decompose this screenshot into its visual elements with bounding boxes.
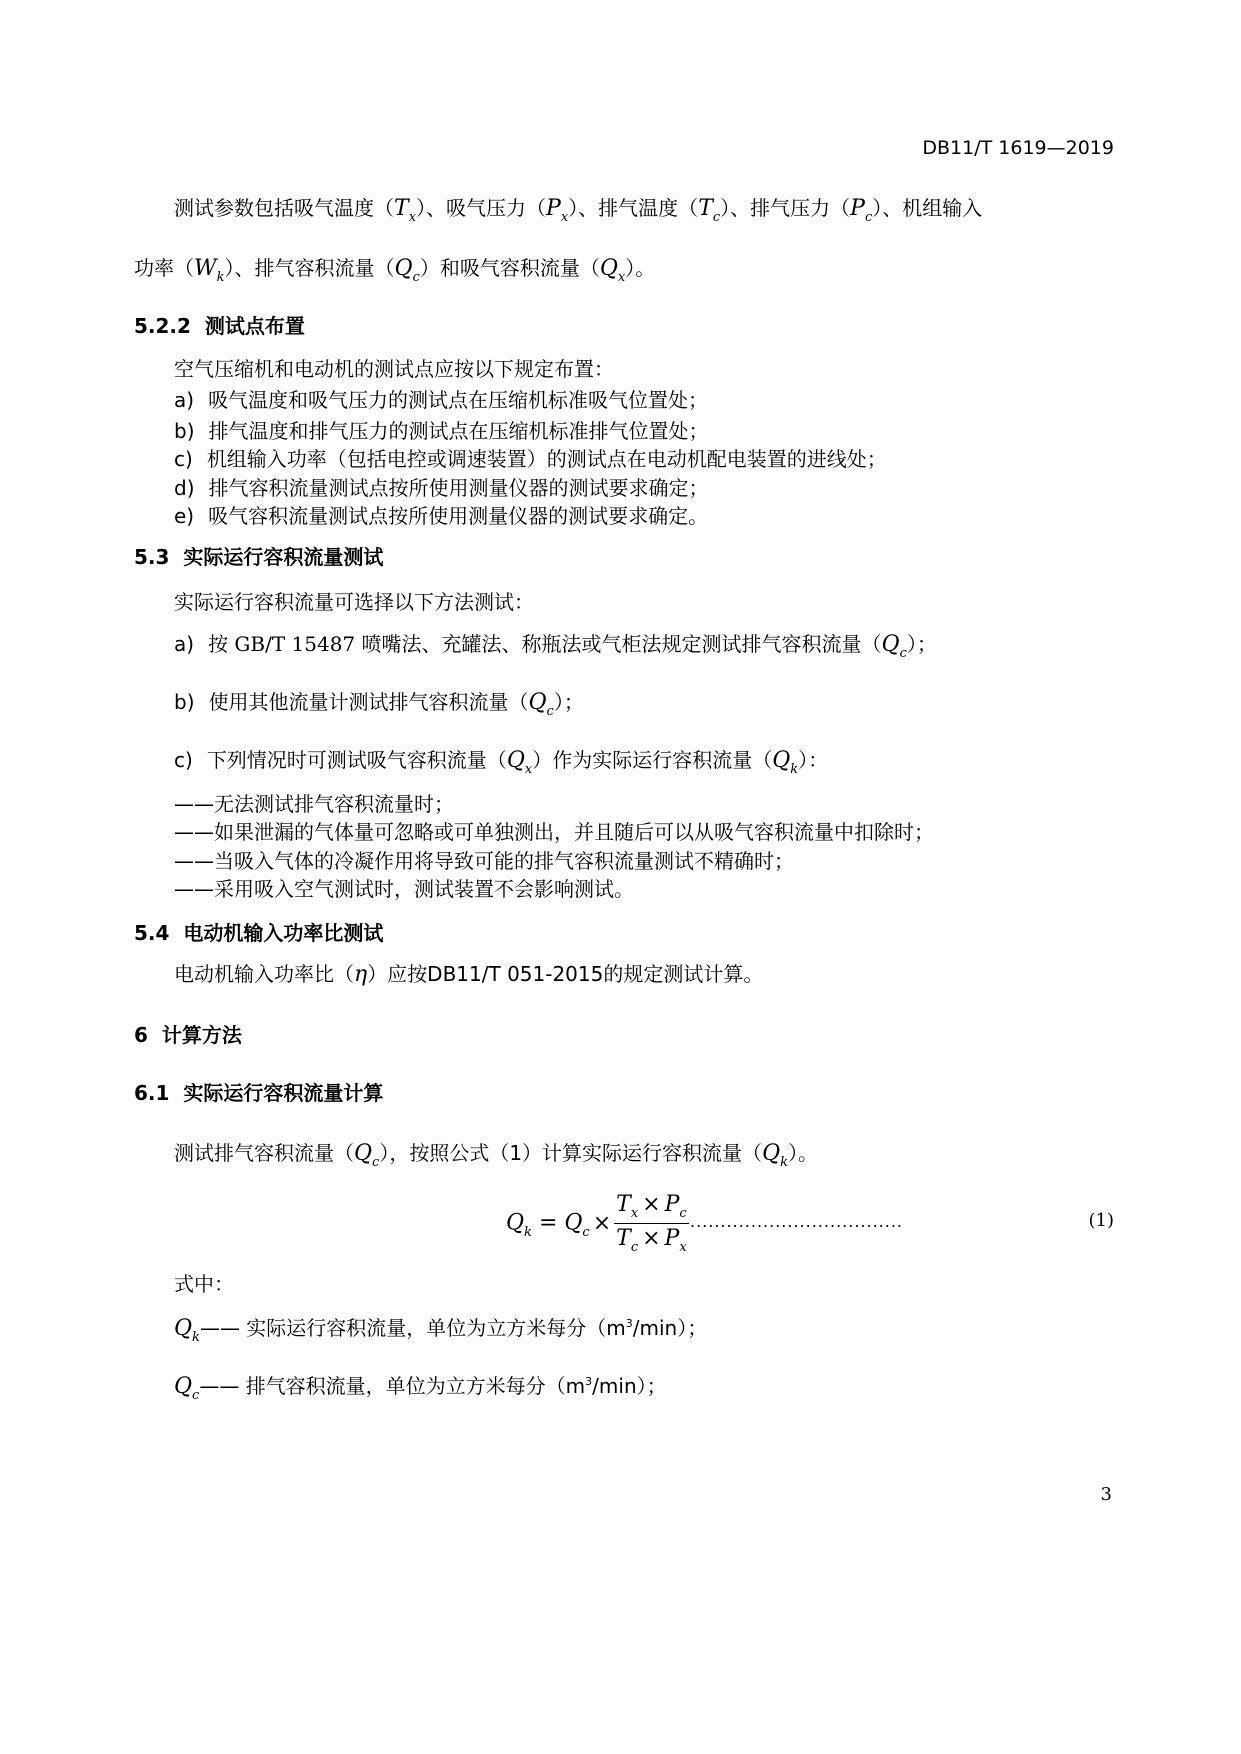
paragraph-text: ）。 (788, 1141, 818, 1165)
definition-dash: —— (199, 1374, 240, 1398)
paragraph-text: ）应按DB11/T 051-2015的规定测试计算。 (367, 962, 764, 986)
definition-Qk (174, 1316, 707, 1344)
list-marker: b) (174, 690, 195, 714)
symbol-Q: Q (564, 1210, 583, 1236)
formula-number: (1) (1088, 1210, 1114, 1231)
section-title: 电动机输入功率比测试 (183, 921, 384, 945)
subscript-x: x (679, 1240, 687, 1255)
definition-unit: /min）； (632, 1316, 708, 1340)
subscript-x: x (524, 762, 533, 777)
section-6-1-text (174, 1141, 818, 1169)
definition-dash: —— (199, 1316, 240, 1340)
list-item-a (174, 388, 708, 412)
intro-text: 功率（ (134, 256, 194, 280)
symbol-T: T (698, 196, 713, 221)
list-marker: e) (174, 504, 195, 528)
dash-item-1: ——无法测试排气容积流量时； (174, 792, 454, 816)
intro-text: ）、排气压力（ (720, 196, 851, 220)
paragraph-text: 测试排气容积流量（ (174, 1141, 354, 1165)
symbol-Q: Q (354, 1141, 373, 1166)
subscript-c: c (372, 1155, 380, 1170)
intro-text: 测试参数包括吸气温度（ (174, 196, 394, 220)
times-sign: × (642, 1192, 661, 1217)
document-code: DB11/T 1619—2019 (922, 137, 1114, 159)
symbol-W: W (194, 256, 217, 281)
dash-item-3: ——当吸入气体的冷凝作用将导致可能的排气容积流量测试不精确时； (174, 849, 794, 873)
fraction-denominator (614, 1224, 689, 1257)
subscript-x: x (617, 270, 626, 285)
section-title: 测试点布置 (204, 314, 305, 338)
section-title: 计算方法 (161, 1023, 242, 1047)
intro-text: ）、排气温度（ (568, 196, 699, 220)
list-text: 机组输入功率（包括电控或调速装置）的测试点在电动机配电装置的进线处； (206, 447, 887, 471)
definition-text: 实际运行容积流量，单位为立方米每分（m (246, 1316, 626, 1340)
dash-item-4: ——采用吸入空气测试时，测试装置不会影响测试。 (174, 877, 634, 901)
symbol-Q: Q (772, 748, 791, 773)
list-text: 排气温度和排气压力的测试点在压缩机标准排气位置处； (208, 419, 709, 443)
symbol-P: P (664, 1192, 680, 1217)
subscript-k: k (216, 270, 225, 285)
method-item-c (174, 748, 828, 776)
section-5-3-heading (134, 545, 383, 569)
subscript-c: c (412, 270, 420, 285)
definition-Qc (174, 1374, 667, 1402)
section-5-4-heading (134, 921, 383, 945)
chapter-6-heading (134, 1023, 242, 1047)
symbol-Q: Q (599, 256, 618, 281)
list-text: 按 (208, 632, 229, 656)
method-item-a (174, 632, 937, 660)
intro-text: ）和吸气容积流量（ (419, 256, 600, 280)
method-item-b (174, 690, 584, 718)
list-item-d (174, 476, 709, 500)
intro-text: ）、排气容积流量（ (224, 256, 395, 280)
subscript-k: k (780, 1155, 788, 1170)
symbol-P: P (850, 196, 865, 221)
symbol-Q: Q (174, 1316, 193, 1341)
list-marker: c) (174, 748, 193, 772)
intro-text: ）。 (625, 256, 656, 280)
list-text: 排气容积流量测试点按所使用测量仪器的测试要求确定； (208, 476, 709, 500)
list-text: ）： (798, 748, 829, 772)
subscript-k: k (790, 762, 799, 777)
subscript-c: c (192, 1388, 200, 1403)
list-marker: a) (174, 632, 195, 656)
section-5-2-2-intro: 空气压缩机和电动机的测试点应按以下规定布置： (174, 357, 614, 381)
subscript-x: x (630, 1206, 639, 1221)
superscript: 3 (585, 1375, 593, 1388)
list-text: 使用其他流量计测试排气容积流量（ (208, 690, 529, 714)
paragraph-text: 电动机输入功率比（ (174, 962, 354, 986)
list-text: 下列情况时可测试吸气容积流量（ (206, 748, 507, 772)
symbol-Q: Q (174, 1374, 193, 1399)
section-5-2-2-heading (134, 314, 305, 338)
section-number: 6 (134, 1023, 148, 1047)
list-item-e (174, 504, 708, 528)
intro-text: ）、机组输入 (872, 196, 983, 220)
definition-text: 排气容积流量，单位为立方米每分（m (245, 1374, 586, 1398)
symbol-Q: Q (528, 690, 547, 715)
list-text: 喷嘴法、充罐法、称瓶法或气柜法规定测试排气容积流量（ (361, 632, 882, 656)
section-5-3-intro: 实际运行容积流量可选择以下方法测试： (174, 590, 534, 614)
list-item-b (174, 419, 709, 443)
definition-unit: /min）； (592, 1374, 667, 1398)
subscript-k: k (192, 1330, 200, 1345)
paragraph-text: ），按照公式（1）计算实际运行容积流量（ (379, 1141, 763, 1165)
list-item-c (174, 447, 887, 471)
times-sign: × (592, 1210, 612, 1236)
dash-item-2: ——如果泄漏的气体量可忽略或可单独测出，并且随后可以从吸气容积流量中扣除时； (174, 820, 934, 844)
intro-text: ）、吸气压力（ (416, 196, 547, 220)
superscript: 3 (625, 1317, 633, 1330)
formula-1 (506, 1190, 689, 1257)
list-text: ）作为实际运行容积流量（ (532, 748, 773, 772)
intro-line-2 (134, 256, 655, 284)
symbol-P: P (546, 196, 561, 221)
section-number: 5.3 (134, 545, 170, 569)
subscript-k: k (524, 1224, 532, 1240)
page-number: 3 (1100, 1484, 1112, 1505)
intro-line-1 (174, 196, 982, 224)
symbol-Q: Q (762, 1141, 781, 1166)
symbol-eta: η (354, 962, 368, 987)
symbol-P: P (664, 1226, 680, 1251)
list-text: ）； (906, 632, 937, 656)
symbol-Q: Q (506, 748, 525, 773)
symbol-Q: Q (881, 632, 900, 657)
list-marker: b) (174, 419, 195, 443)
section-title: 实际运行容积流量测试 (183, 545, 384, 569)
subscript-c: c (899, 646, 907, 661)
list-marker: c) (174, 447, 193, 471)
where-label: 式中： (174, 1272, 234, 1296)
subscript-x: x (560, 210, 569, 225)
symbol-Q: Q (506, 1210, 525, 1236)
list-marker: d) (174, 476, 195, 500)
list-text: ）； (553, 690, 584, 714)
section-5-4-text (174, 962, 763, 987)
section-number: 5.2.2 (134, 314, 191, 338)
symbol-Q: Q (394, 256, 413, 281)
subscript-x: x (408, 210, 417, 225)
subscript-c: c (864, 210, 873, 225)
subscript-c: c (712, 210, 721, 225)
fraction-numerator (614, 1190, 689, 1224)
section-6-1-heading (134, 1081, 383, 1105)
symbol-T: T (616, 1226, 631, 1251)
equals-sign: = (538, 1210, 558, 1236)
subscript-c: c (679, 1206, 687, 1221)
formula-fraction (614, 1190, 689, 1257)
subscript-c: c (582, 1224, 590, 1240)
list-text: 吸气容积流量测试点按所使用测量仪器的测试要求确定。 (208, 504, 709, 528)
section-number: 5.4 (134, 921, 170, 945)
formula-leader: ................................... (690, 1212, 904, 1231)
list-marker: a) (174, 388, 195, 412)
subscript-c: c (630, 1240, 639, 1255)
list-text: 吸气温度和吸气压力的测试点在压缩机标准吸气位置处； (208, 388, 709, 412)
symbol-T: T (394, 196, 409, 221)
symbol-T: T (616, 1192, 631, 1217)
section-title: 实际运行容积流量计算 (183, 1081, 384, 1105)
times-sign: × (642, 1226, 661, 1251)
subscript-c: c (546, 704, 554, 719)
section-number: 6.1 (134, 1081, 170, 1105)
standard-ref: GB/T 15487 (234, 632, 356, 656)
